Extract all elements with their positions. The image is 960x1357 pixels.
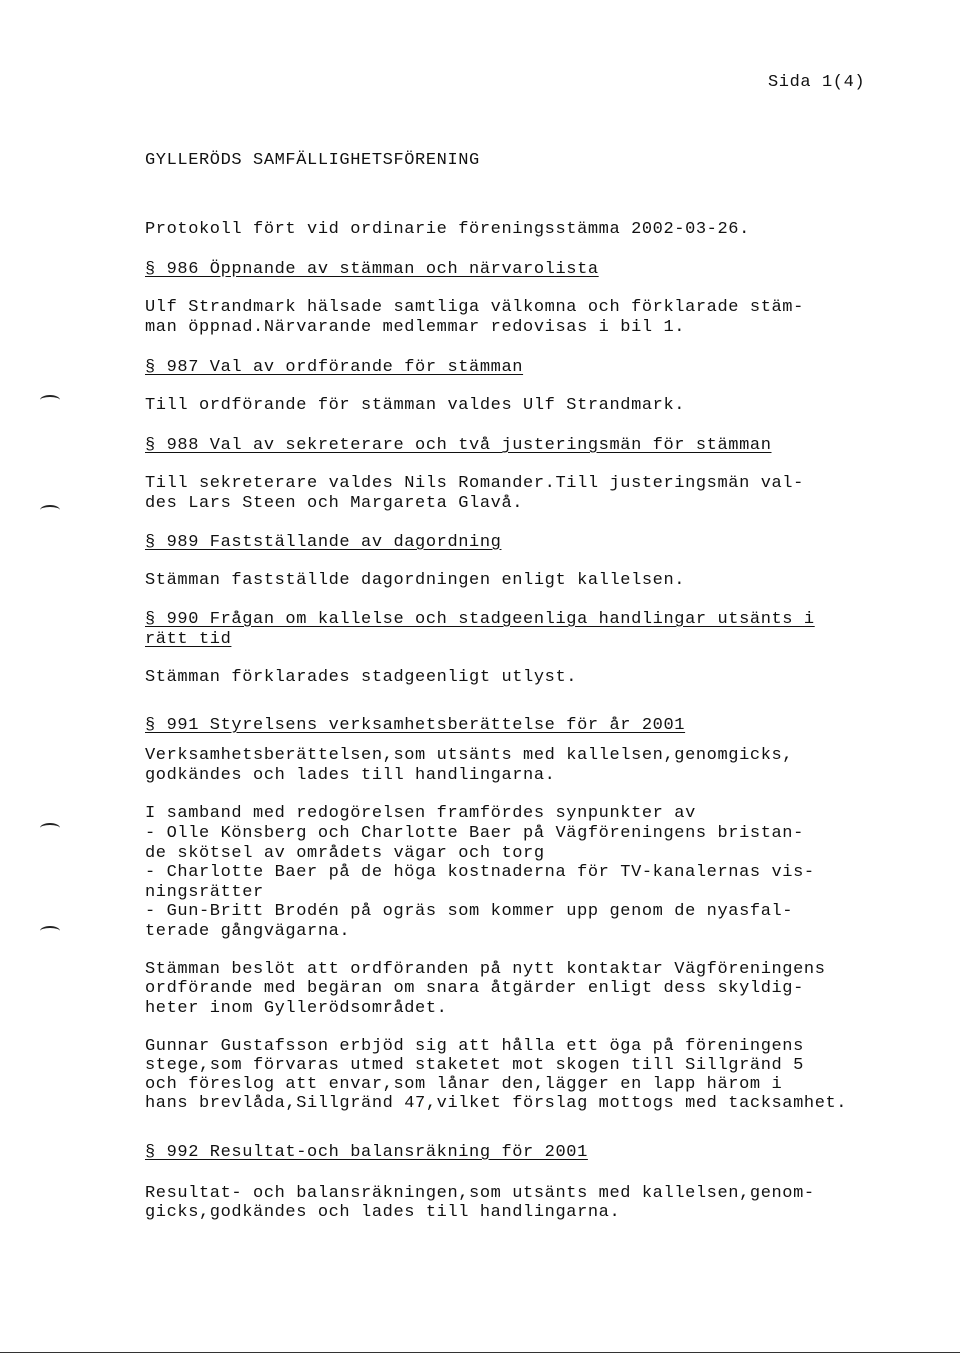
section-heading-986: § 986 Öppnande av stämman och närvarolista bbox=[145, 260, 599, 279]
decision-line-1: Stämman beslöt att ordföranden på nytt kontaktar Vägföreningens bbox=[145, 960, 826, 979]
protocol-intro: Protokoll fört vid ordinarie föreningsstämma 2002-03-26. bbox=[145, 220, 750, 239]
margin-mark bbox=[40, 505, 60, 515]
margin-mark bbox=[40, 823, 60, 833]
margin-mark bbox=[40, 395, 60, 405]
section-heading-989: § 989 Fastställande av dagordning bbox=[145, 533, 502, 552]
section-991-line-2: godkändes och lades till handlingarna. bbox=[145, 766, 556, 785]
page-number: Sida 1(4) bbox=[768, 73, 866, 92]
section-992-line-1: Resultat- och balansräkningen,som utsänts med kallelsen,genom- bbox=[145, 1184, 815, 1203]
section-heading-987: § 987 Val av ordförande för stämman bbox=[145, 358, 524, 377]
section-986-line-2: man öppnad.Närvarande medlemmar redovisas i bil 1. bbox=[145, 318, 686, 337]
comments-line-1: I samband med redogörelsen framfördes synpunkter av bbox=[145, 804, 696, 823]
comments-line-3: de skötsel av områdets vägar och torg bbox=[145, 844, 545, 863]
section-987-line-1: Till ordförande för stämman valdes Ulf Strandmark. bbox=[145, 396, 686, 415]
comments-line-4: - Charlotte Baer på de höga kostnaderna för TV-kanalernas vis- bbox=[145, 863, 815, 882]
section-heading-988: § 988 Val av sekreterare och två justeringsmän för stämman bbox=[145, 436, 772, 455]
ladder-line-4: hans brevlåda,Sillgränd 47,vilket förslag mottogs med tacksamhet. bbox=[145, 1094, 848, 1113]
section-992-line-2: gicks,godkändes och lades till handlingarna. bbox=[145, 1203, 621, 1222]
comments-line-6: - Gun-Britt Brodén på ogräs som kommer upp genom de nyasfal- bbox=[145, 902, 794, 921]
section-989-line-1: Stämman fastställde dagordningen enligt kallelsen. bbox=[145, 571, 686, 590]
section-988-line-1: Till sekreterare valdes Nils Romander.Till justeringsmän val- bbox=[145, 474, 804, 493]
section-heading-992: § 992 Resultat-och balansräkning för 2001 bbox=[145, 1143, 588, 1162]
section-990-line-1: Stämman förklarades stadgeenligt utlyst. bbox=[145, 668, 578, 687]
ladder-line-2: stege,som förvaras utmed staketet mot skogen till Sillgränd 5 bbox=[145, 1056, 804, 1075]
comments-line-2: - Olle Könsberg och Charlotte Baer på Vägföreningens bristan- bbox=[145, 824, 804, 843]
association-title: GYLLERÖDS SAMFÄLLIGHETSFÖRENING bbox=[145, 151, 480, 170]
ladder-line-3: och föreslog att envar,som lånar den,lägger en lapp härom i bbox=[145, 1075, 783, 1094]
ladder-line-1: Gunnar Gustafsson erbjöd sig att hålla ett öga på föreningens bbox=[145, 1037, 804, 1056]
section-heading-990-cont: rätt tid bbox=[145, 630, 232, 649]
section-991-line-1: Verksamhetsberättelsen,som utsänts med kallelsen,genomgicks, bbox=[145, 746, 794, 765]
comments-line-5: ningsrätter bbox=[145, 883, 264, 902]
decision-line-2: ordförande med begäran om snara åtgärder enligt dess skyldig- bbox=[145, 979, 804, 998]
comments-line-7: terade gångvägarna. bbox=[145, 922, 351, 941]
margin-mark bbox=[40, 926, 60, 936]
section-heading-990: § 990 Frågan om kallelse och stadgeenliga handlingar utsänts i bbox=[145, 610, 815, 629]
section-heading-991: § 991 Styrelsens verksamhetsberättelse för år 2001 bbox=[145, 716, 686, 735]
decision-line-3: heter inom Gyllerödsområdet. bbox=[145, 999, 448, 1018]
page-bottom-edge bbox=[0, 1352, 960, 1353]
section-986-line-1: Ulf Strandmark hälsade samtliga välkomna och förklarade stäm- bbox=[145, 298, 804, 317]
section-988-line-2: des Lars Steen och Margareta Glavå. bbox=[145, 494, 524, 513]
